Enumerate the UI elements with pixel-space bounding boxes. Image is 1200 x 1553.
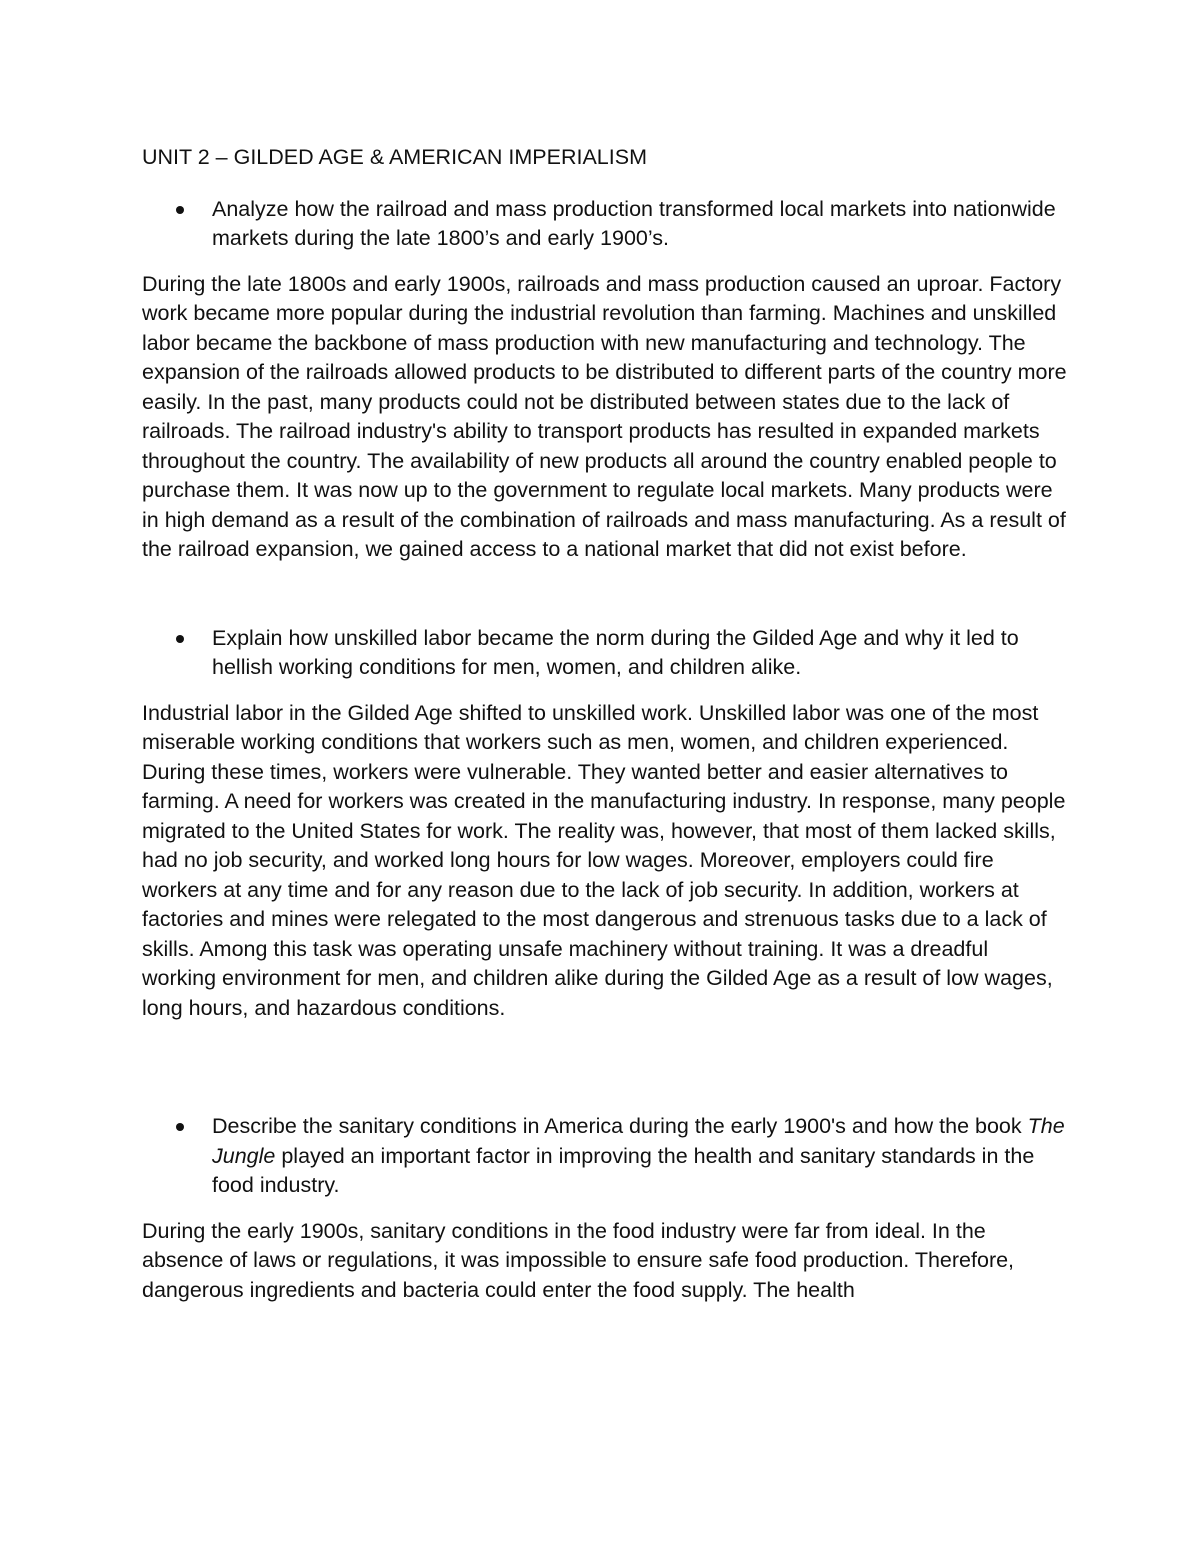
answer-paragraph: During the late 1800s and early 1900s, railroads and mass production caused an uproar. Factory work became more popular during the industrial revolution than farming. Machines and unskilled labor became the backbone of mass production with new manufacturing and technology. The expansion of the railroads allowed products to be distributed to different parts of the country more easily. In the past, many products could not be distributed between states due to the lack of railroads. The railroad industry's ability to transport products has resulted in expanded markets throughout the country. The availability of new products all around the country enabled people to purchase them. It was now up to the government to regulate local markets. Many products were in high demand as a result of the combination of railroads and mass manufacturing. As a result of the railroad expansion, we gained access to a national market that did not exist before. [142, 271, 1067, 561]
question-text-start: Describe the sanitary conditions in America during the early 1900's and how the book [212, 1114, 1028, 1138]
question-text [212, 1114, 1065, 1197]
question-bullet [142, 195, 1067, 254]
question-bullet [142, 1112, 1067, 1201]
question-text: Analyze how the railroad and mass production transformed local markets into nationwide markets during the late 1800’s and early 1900’s. [212, 196, 1056, 250]
answer-paragraph: Industrial labor in the Gilded Age shifted to unskilled work. Unskilled labor was one of the most miserable working conditions that workers such as men, women, and children experienced. During these times, workers were vulnerable. They wanted better and easier alternatives to farming. A need for workers was created in the manufacturing industry. In response, many people migrated to the United States for work. The reality was, however, that most of them lacked skills, had no job security, and worked long hours for low wages. Moreover, employers could fire workers at any time and for any reason due to the lack of job security. In addition, workers at factories and mines were relegated to the most dangerous and strenuous tasks due to a lack of skills. Among this task was operating unsafe machinery without training. It was a dreadful working environment for men, and children alike during the Gilded Age as a result of low wages, long hours, and hazardous conditions. [142, 700, 1066, 1020]
question-text-end: played an important factor in improving the health and sanitary standards in the food industry. [212, 1143, 1035, 1197]
bullet-dot-icon [176, 206, 184, 214]
book-title: The Jungle [212, 1114, 1065, 1168]
document-title: UNIT 2 – GILDED AGE & AMERICAN IMPERIALISM [142, 145, 647, 169]
bullet-dot-icon [176, 1123, 184, 1131]
document-page [142, 143, 1067, 1305]
question-text: Explain how unskilled labor became the norm during the Gilded Age and why it led to hellish working conditions for men, women, and children alike. [212, 625, 1019, 679]
answer-paragraph: During the early 1900s, sanitary conditions in the food industry were far from ideal. In the absence of laws or regulations, it was impossible to ensure safe food production. Therefore, dangerous ingredients and bacteria could enter the food supply. The health [142, 1218, 1015, 1302]
bullet-dot-icon [176, 635, 184, 643]
question-bullet [142, 624, 1067, 683]
